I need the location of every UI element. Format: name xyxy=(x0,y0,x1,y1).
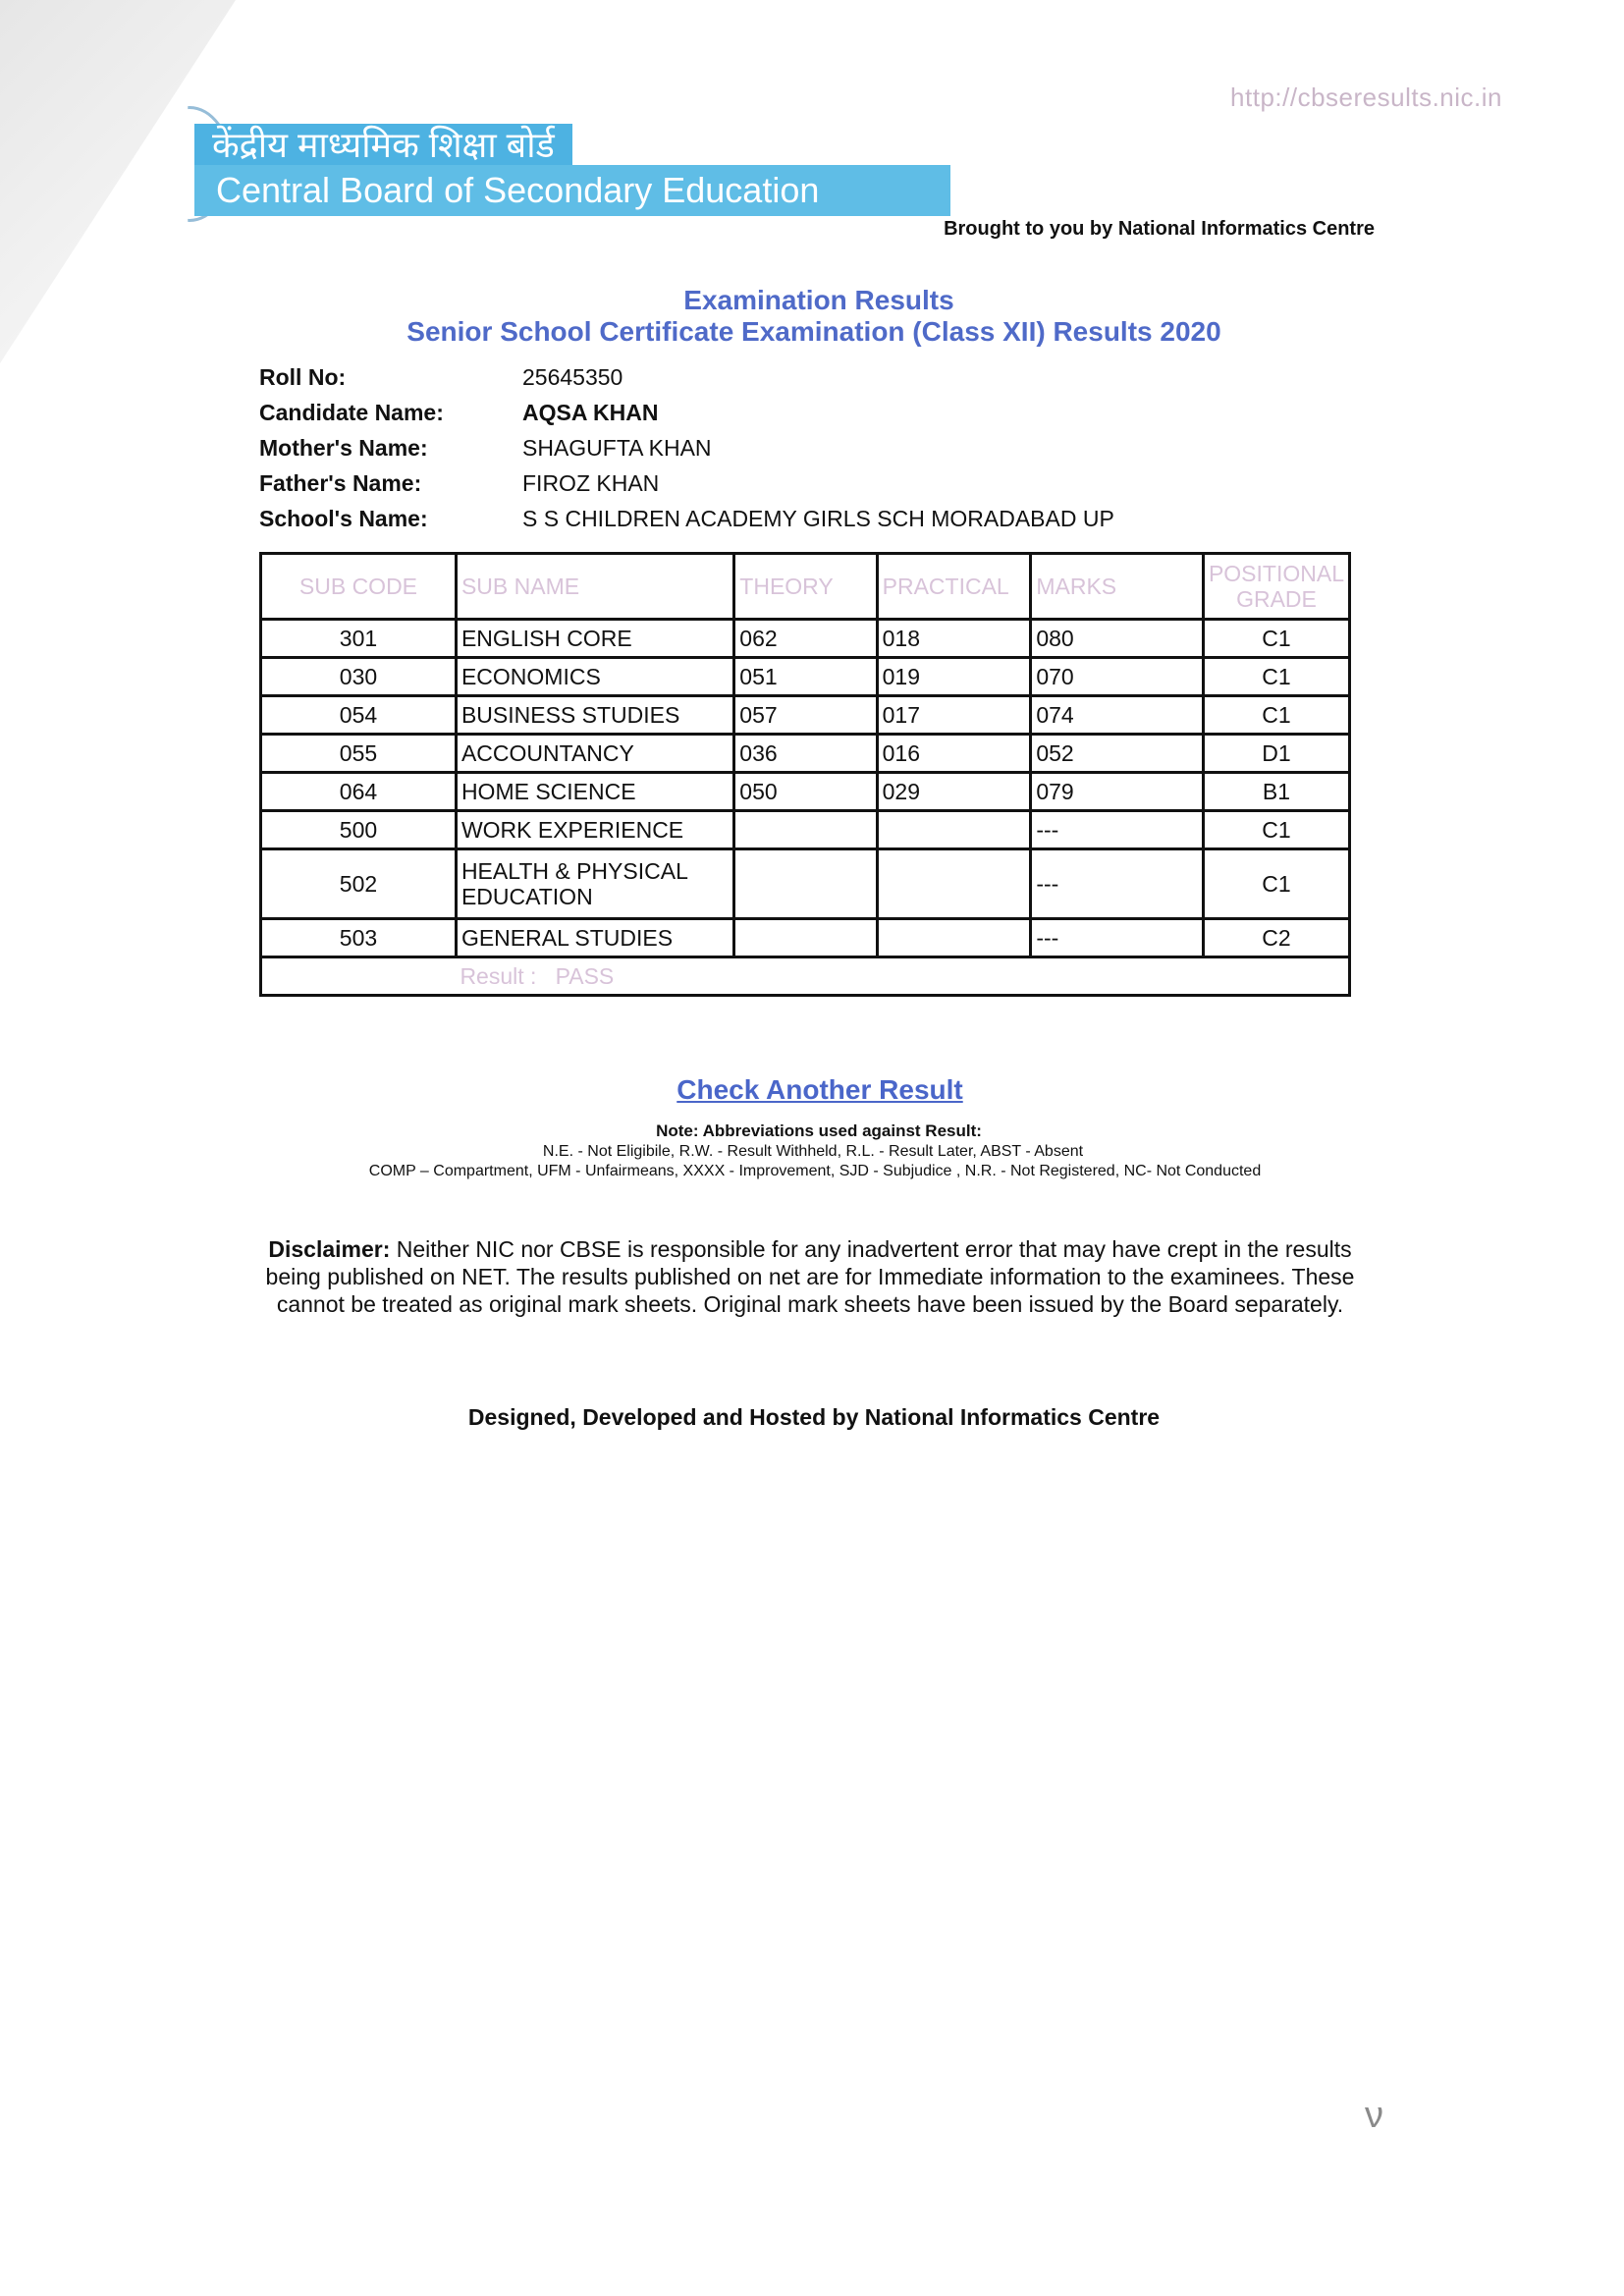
sub-code: 502 xyxy=(261,849,457,919)
page-title: Examination Results xyxy=(683,285,954,315)
sub-name-line1: HEALTH & PHYSICAL xyxy=(460,858,688,884)
positional-grade: C1 xyxy=(1203,811,1349,849)
header-sub-code: SUB CODE xyxy=(261,554,457,620)
positional-grade: B1 xyxy=(1203,773,1349,811)
theory-marks xyxy=(734,849,877,919)
practical-marks: 016 xyxy=(877,735,1031,773)
mother-name-label: Mother's Name: xyxy=(259,434,428,461)
positional-grade: C1 xyxy=(1203,849,1349,919)
result-value: PASS xyxy=(555,962,615,989)
marks-table xyxy=(259,552,1351,997)
table-row xyxy=(261,849,1350,919)
sub-code: 054 xyxy=(261,696,457,735)
sub-code: 301 xyxy=(261,620,457,658)
total-marks: 070 xyxy=(1031,658,1204,696)
mother-name-value: SHAGUFTA KHAN xyxy=(522,434,712,461)
theory-marks: 051 xyxy=(734,658,877,696)
positional-grade: C2 xyxy=(1203,919,1349,957)
note-line-2: COMP – Compartment, UFM - Unfairmeans, XXXX - Improvement, SJD - Subjudice , N.R. - Not Registered, NC- Not Conducted xyxy=(368,1163,1262,1179)
roll-label: Roll No: xyxy=(259,363,347,390)
positional-grade: D1 xyxy=(1203,735,1349,773)
result-label: Result : xyxy=(460,962,537,989)
total-marks: --- xyxy=(1031,811,1204,849)
theory-marks: 062 xyxy=(734,620,877,658)
table-row xyxy=(261,811,1350,849)
sub-code: 064 xyxy=(261,773,457,811)
father-name-row xyxy=(259,465,1114,501)
total-marks: 080 xyxy=(1031,620,1204,658)
theory-marks xyxy=(734,811,877,849)
header-grade-line2: GRADE xyxy=(1236,586,1317,612)
candidate-name-row xyxy=(259,395,1114,430)
school-name-label: School's Name: xyxy=(259,505,428,531)
header-grade-line1: POSITIONAL xyxy=(1208,561,1344,586)
result-row xyxy=(261,957,1350,996)
header-theory: THEORY xyxy=(734,554,877,620)
sub-code: 055 xyxy=(261,735,457,773)
practical-marks xyxy=(877,919,1031,957)
header-positional-grade xyxy=(1203,554,1349,620)
note-line-1: N.E. - Not Eligibile, R.W. - Result Withheld, R.L. - Result Later, ABST - Absent xyxy=(542,1143,1084,1160)
candidate-name-value: AQSA KHAN xyxy=(522,399,659,425)
practical-marks xyxy=(877,811,1031,849)
site-url: http://cbseresults.nic.in xyxy=(1230,82,1502,112)
result-cell xyxy=(456,957,1349,996)
note-title: Note: Abbreviations used against Result: xyxy=(656,1121,982,1140)
school-name-row xyxy=(259,501,1114,536)
sub-name: ENGLISH CORE xyxy=(456,620,733,658)
sub-name: ECONOMICS xyxy=(456,658,733,696)
theory-marks xyxy=(734,919,877,957)
sub-name: WORK EXPERIENCE xyxy=(456,811,733,849)
candidate-name-label: Candidate Name: xyxy=(259,399,444,425)
total-marks: 052 xyxy=(1031,735,1204,773)
father-name-label: Father's Name: xyxy=(259,469,422,496)
disclaimer xyxy=(265,1235,1355,1318)
table-row xyxy=(261,735,1350,773)
check-another-result-link[interactable]: Check Another Result xyxy=(677,1074,963,1105)
theory-marks: 036 xyxy=(734,735,877,773)
sub-name: GENERAL STUDIES xyxy=(456,919,733,957)
designed-by-footer: Designed, Developed and Hosted by National Informatics Centre xyxy=(467,1404,1161,1430)
exam-title: Senior School Certificate Examination (Class XII) Results 2020 xyxy=(406,316,1221,347)
brought-by-text: Brought to you by National Informatics Centre xyxy=(944,218,1375,240)
father-name-value: FIROZ KHAN xyxy=(522,469,660,496)
total-marks: 074 xyxy=(1031,696,1204,735)
board-name-hindi: केंद्रीय माध्यमिक शिक्षा बोर्ड xyxy=(194,124,572,167)
practical-marks: 029 xyxy=(877,773,1031,811)
practical-marks: 017 xyxy=(877,696,1031,735)
board-name-english: Central Board of Secondary Education xyxy=(194,165,950,216)
disclaimer-text: Neither NIC nor CBSE is responsible for any inadvertent error that may have crept in the results being published on NET. The results published on net are for Immediate information to the examinees. These cannot be treated as original mark sheets. Original mark sheets have been issued by the Board separately. xyxy=(265,1236,1355,1317)
theory-marks: 050 xyxy=(734,773,877,811)
practical-marks xyxy=(877,849,1031,919)
table-row xyxy=(261,773,1350,811)
positional-grade: C1 xyxy=(1203,696,1349,735)
table-header-row xyxy=(261,554,1350,620)
result-spacer xyxy=(261,957,457,996)
table-row xyxy=(261,658,1350,696)
header-practical: PRACTICAL xyxy=(877,554,1031,620)
sub-code: 030 xyxy=(261,658,457,696)
pen-mark-icon: ν xyxy=(1365,2095,1383,2136)
sub-code: 500 xyxy=(261,811,457,849)
header-marks: MARKS xyxy=(1031,554,1204,620)
positional-grade: C1 xyxy=(1203,658,1349,696)
sub-name: HOME SCIENCE xyxy=(456,773,733,811)
candidate-info xyxy=(259,359,1114,536)
table-row xyxy=(261,919,1350,957)
sub-name xyxy=(456,849,733,919)
theory-marks: 057 xyxy=(734,696,877,735)
sub-code: 503 xyxy=(261,919,457,957)
total-marks: --- xyxy=(1031,849,1204,919)
total-marks: --- xyxy=(1031,919,1204,957)
table-row xyxy=(261,696,1350,735)
sub-name: BUSINESS STUDIES xyxy=(456,696,733,735)
practical-marks: 019 xyxy=(877,658,1031,696)
school-name-value: S S CHILDREN ACADEMY GIRLS SCH MORADABAD UP xyxy=(522,505,1114,531)
total-marks: 079 xyxy=(1031,773,1204,811)
sub-name: ACCOUNTANCY xyxy=(456,735,733,773)
table-row xyxy=(261,620,1350,658)
header-sub-name: SUB NAME xyxy=(456,554,733,620)
practical-marks: 018 xyxy=(877,620,1031,658)
mother-name-row xyxy=(259,430,1114,465)
disclaimer-label: Disclaimer: xyxy=(268,1236,391,1262)
roll-value: 25645350 xyxy=(522,363,623,390)
positional-grade: C1 xyxy=(1203,620,1349,658)
sub-name-line2: EDUCATION xyxy=(460,884,593,909)
roll-row xyxy=(259,359,1114,395)
